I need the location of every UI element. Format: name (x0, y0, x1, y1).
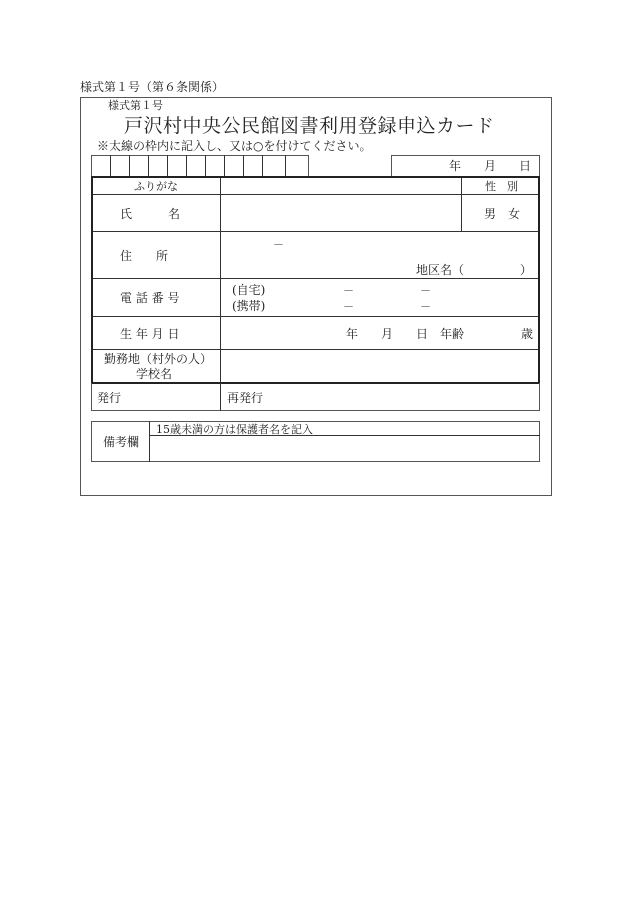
age-unit: 歳 (521, 327, 534, 341)
phone-home-label: (自宅) (232, 283, 266, 297)
district-label: 地区名（ (416, 263, 465, 277)
furigana-label: ふりがな (134, 180, 178, 193)
form-reference-inner: 様式第１号 (108, 99, 163, 112)
birth-year: 年 (346, 327, 359, 341)
phone-label: 電 話 番 号 (120, 291, 180, 305)
workplace-label: 勤務地（村外の人） (104, 352, 213, 366)
birth-month: 月 (381, 327, 394, 341)
birth-day: 日 (416, 327, 429, 341)
remarks-field[interactable] (151, 437, 539, 461)
page-title: 戸沢村中央公民館図書利用登録申込カード (124, 115, 495, 137)
form-reference-outer: 様式第１号（第６条関係） (80, 80, 225, 94)
remarks-note: 15歳未満の方は保護者名を記入 (156, 423, 313, 436)
address-field[interactable] (222, 233, 536, 277)
address-postal-dash: － (273, 238, 284, 251)
birthdate-field[interactable] (222, 318, 536, 348)
instruction-text: ※太線の枠内に記入し、又は○を付けてください。 (97, 139, 372, 153)
reissued-label: 再発行 (227, 391, 264, 405)
furigana-field[interactable] (222, 178, 460, 194)
birthdate-label: 生 年 月 日 (120, 327, 180, 341)
address-label: 住 所 (120, 249, 169, 263)
issue-row (91, 383, 540, 411)
phone-field[interactable] (270, 280, 536, 315)
phone-mobile-label: (携帯) (232, 299, 266, 313)
district-close: ） (520, 263, 533, 277)
date-month: 月 (484, 159, 497, 173)
remarks-label: 備考欄 (103, 435, 140, 449)
name-label: 氏 名 (120, 207, 181, 221)
phone-home-dash-1: － (343, 284, 354, 297)
school-label: 学校名 (136, 367, 173, 381)
phone-mobile-dash-2: － (420, 300, 431, 313)
age-label: 年齢 (440, 327, 465, 341)
gender-label: 性 別 (485, 180, 518, 193)
phone-mobile-dash-1: － (343, 300, 354, 313)
gender-options[interactable]: 男 女 (484, 207, 521, 221)
date-year: 年 (449, 159, 462, 173)
workplace-field[interactable] (222, 351, 536, 382)
date-day: 日 (519, 159, 532, 173)
issued-label: 発行 (97, 391, 122, 405)
card-number-boxes[interactable] (91, 155, 309, 177)
phone-home-dash-2: － (420, 284, 431, 297)
date-box[interactable] (391, 155, 540, 177)
name-field[interactable] (222, 196, 460, 230)
